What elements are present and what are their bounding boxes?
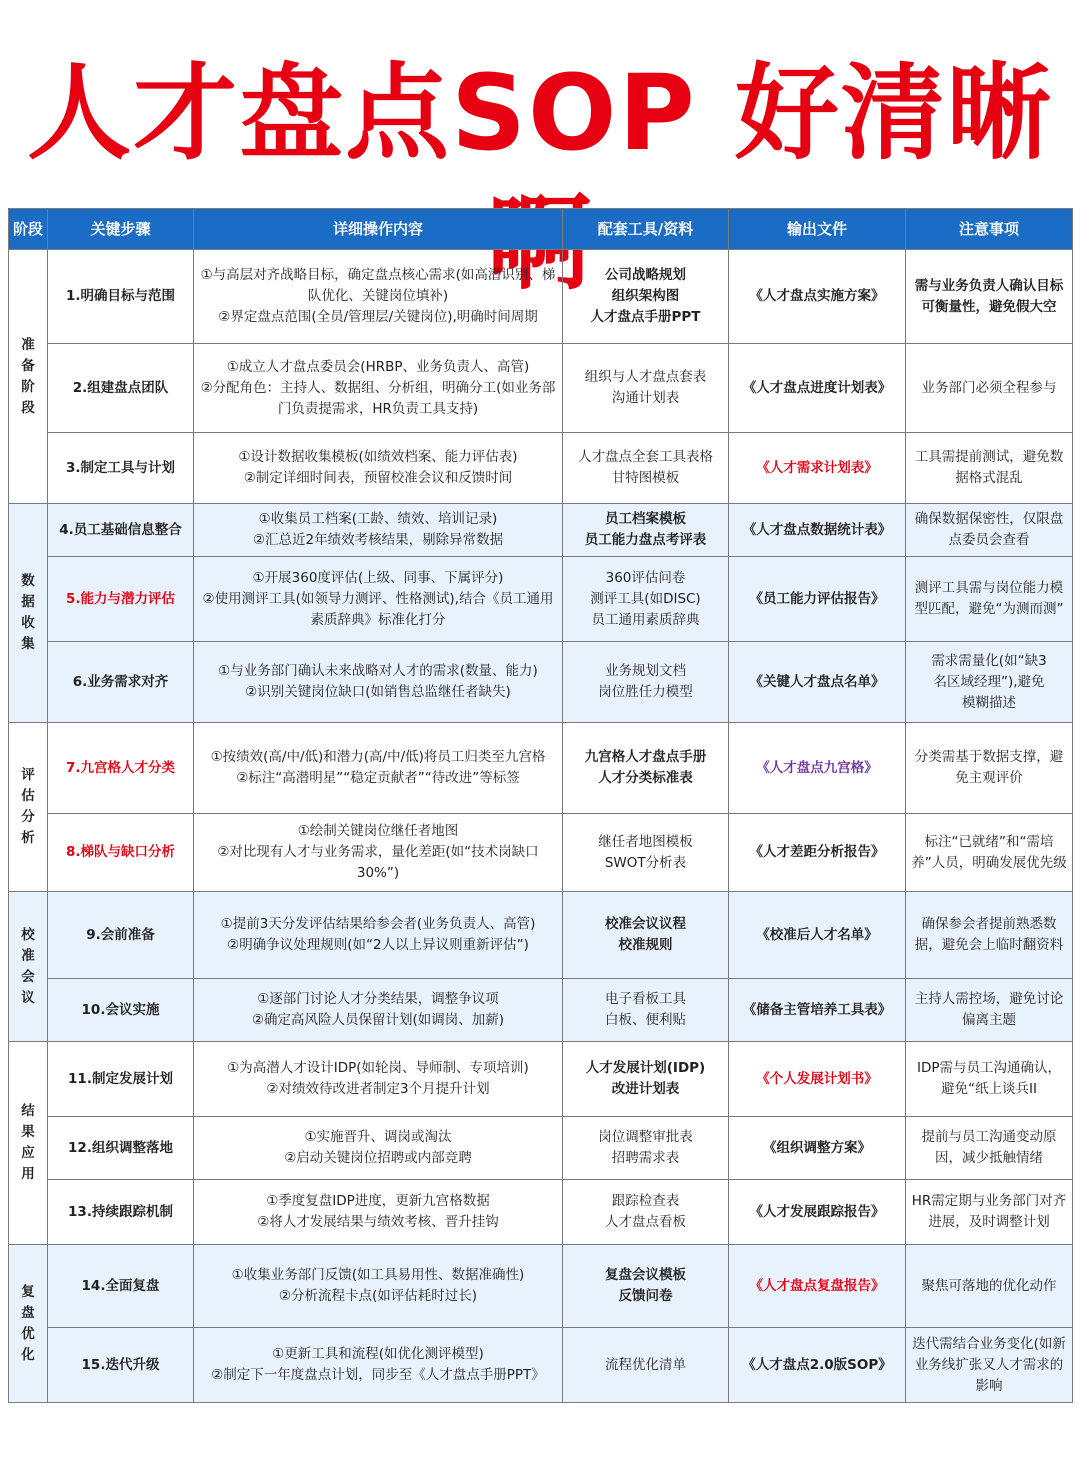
detail-cell (194, 814, 563, 892)
tool-line: 反馈问卷 (618, 1288, 673, 1304)
stage-char: 果 (21, 1124, 35, 1140)
detail-line: ①更新工具和流程(如优化测评模型) (272, 1346, 484, 1362)
tool-line: 业务规划文档 (605, 663, 686, 679)
output-cell: 《人才盘点数据统计表》 (729, 504, 906, 557)
tool-line: 人才分类标准表 (598, 770, 693, 786)
table-row (9, 892, 1073, 979)
tools-cell (563, 979, 729, 1042)
stage-apply (9, 1042, 48, 1245)
table-row (9, 433, 1073, 504)
tool-line: 沟通计划表 (611, 390, 680, 406)
stage-char: 收 (21, 615, 35, 631)
step-cell: 1.明确目标与范围 (48, 250, 194, 344)
stage-char: 据 (21, 594, 35, 610)
detail-line: ②制定下一年度盘点计划，同步至《人才盘点手册PPT》 (211, 1367, 545, 1383)
stage-char: 准 (21, 336, 35, 353)
tools-cell (563, 1042, 729, 1117)
detail-line: ②识别关键岗位缺口(如销售总监继任者缺失) (245, 684, 511, 700)
tools-cell (563, 723, 729, 814)
stage-char: 估 (21, 788, 35, 804)
output-cell: 《人才盘点进度计划表》 (729, 344, 906, 433)
step-cell: 2.组建盘点团队 (48, 344, 194, 433)
stage-char: 用 (21, 1166, 35, 1182)
tool-line: 九宫格人才盘点手册 (584, 749, 707, 765)
notes-cell: 提前与员工沟通变动原因，减少抵触情绪 (906, 1117, 1073, 1180)
tool-line: 人才盘点全套工具表格 (578, 449, 713, 465)
tools-cell (563, 344, 729, 433)
notes-cell: 主持人需控场，避免讨论偏离主题 (906, 979, 1073, 1042)
detail-line: ②将人才发展结果与绩效考核、晋升挂钩 (257, 1214, 499, 1230)
detail-line: ①成立人才盘点委员会(HRBP、业务负责人、高管) (226, 358, 530, 375)
stage-char: 集 (21, 636, 35, 652)
tools-cell (563, 250, 729, 344)
detail-line: ①逐部门讨论人才分类结果，调整争议项 (257, 991, 499, 1007)
tool-line: 白板、便利贴 (605, 1012, 686, 1028)
notes-cell: 确保参会者提前熟悉数据，避免会上临时翻资料 (906, 892, 1073, 979)
output-cell: 《人才盘点2.0版SOP》 (729, 1328, 906, 1403)
output-cell: 《个人发展计划书》 (729, 1042, 906, 1117)
detail-line: ②明确争议处理规则(如“2人以上异议则重新评估”) (227, 937, 529, 953)
note-line: 名区域经理”),避免 (933, 673, 1045, 690)
tool-line: 跟踪检查表 (611, 1193, 680, 1209)
table-row (9, 642, 1073, 723)
step-cell: 11.制定发展计划 (48, 1042, 194, 1117)
note-line: 避免“纸上谈兵II (941, 1081, 1037, 1097)
detail-line: ①绘制关键岗位继任者地图 (297, 823, 459, 839)
detail-line: ②汇总近2年绩效考核结果，剔除异常数据 (252, 532, 504, 548)
detail-cell (194, 1042, 563, 1117)
tool-line: 测评工具(如DISC) (590, 590, 701, 607)
stage-review (9, 1245, 48, 1403)
header-output: 输出文件 (729, 209, 906, 250)
sop-table (8, 208, 1073, 1403)
table-row (9, 504, 1073, 557)
output-cell: 《员工能力评估报告》 (729, 557, 906, 642)
detail-line: ①提前3天分发评估结果给参会者(业务负责人、高管) (220, 916, 536, 932)
detail-line: ①设计数据收集模板(如绩效档案、能力评估表) (238, 449, 518, 465)
notes-cell: 工具需提前测试，避免数据格式混乱 (906, 433, 1073, 504)
notes-cell: 需与业务负责人确认目标可衡量性，避免假大空 (906, 250, 1073, 344)
table-row (9, 723, 1073, 814)
step-cell: 8.梯队与缺口分析 (48, 814, 194, 892)
tools-cell (563, 1180, 729, 1245)
notes-cell: 业务部门必须全程参与 (906, 344, 1073, 433)
tools-cell (563, 892, 729, 979)
table-row (9, 1328, 1073, 1403)
notes-cell: HR需定期与业务部门对齐进展，及时调整计划 (906, 1180, 1073, 1245)
tool-line: 继任者地图模板 (598, 833, 693, 850)
detail-cell (194, 723, 563, 814)
header-detail: 详细操作内容 (194, 209, 563, 250)
tool-line: 电子看板工具 (605, 991, 686, 1007)
tool-line: 招聘需求表 (611, 1150, 680, 1166)
step-cell: 14.全面复盘 (48, 1245, 194, 1328)
table-row (9, 814, 1073, 892)
detail-cell (194, 433, 563, 504)
tool-line: 员工档案模板 (605, 511, 686, 527)
detail-line: ①为高潜人才设计IDP(如轮岗、导师制、专项培训) (227, 1060, 529, 1076)
stage-char: 评 (21, 767, 35, 783)
tools-cell (563, 557, 729, 642)
step-cell: 4.员工基础信息整合 (48, 504, 194, 557)
tool-line: 岗位胜任力模型 (598, 684, 693, 700)
tool-line: 员工能力盘点考评表 (584, 532, 707, 548)
detail-cell (194, 344, 563, 433)
notes-cell (906, 642, 1073, 723)
detail-cell (194, 1117, 563, 1180)
detail-cell (194, 250, 563, 344)
table-row (9, 1180, 1073, 1245)
tool-line: 360评估问卷 (605, 569, 686, 586)
stage-char: 校 (21, 926, 35, 943)
tool-line: 校准规则 (618, 937, 673, 953)
stage-char: 备 (21, 357, 35, 374)
detail-line: ②确定高风险人员保留计划(如调岗、加薪) (251, 1012, 505, 1028)
tool-line: 校准会议议程 (605, 916, 686, 932)
detail-line: ②启动关键岗位招聘或内部竞聘 (284, 1150, 472, 1166)
step-cell: 10.会议实施 (48, 979, 194, 1042)
header-step: 关键步骤 (48, 209, 194, 250)
output-cell: 《组织调整方案》 (729, 1117, 906, 1180)
detail-line: ①收集业务部门反馈(如工具易用性、数据准确性) (231, 1267, 525, 1283)
table-row (9, 1245, 1073, 1328)
detail-line: ①与业务部门确认未来战略对人才的需求(数量、能力) (218, 663, 538, 679)
detail-line: ①季度复盘IDP进度，更新九宫格数据 (266, 1193, 490, 1209)
notes-cell (906, 1042, 1073, 1117)
step-cell: 6.业务需求对齐 (48, 642, 194, 723)
step-cell: 9.会前准备 (48, 892, 194, 979)
output-cell: 《人才盘点九宫格》 (729, 723, 906, 814)
detail-line: ②界定盘点范围(全员/管理层/关键岗位),明确时间周期 (218, 309, 538, 325)
stage-char: 复 (21, 1283, 35, 1300)
step-cell: 13.持续跟踪机制 (48, 1180, 194, 1245)
detail-cell (194, 1245, 563, 1328)
detail-line: ②标注“高潜明星”“稳定贡献者”“待改进”等标签 (236, 770, 520, 786)
output-cell: 《人才盘点复盘报告》 (729, 1245, 906, 1328)
detail-line: ①与高层对齐战略目标，确定盘点核心需求(如高潜识别、梯队优化、关键岗位填补) (200, 267, 556, 304)
stage-collect (9, 504, 48, 723)
stage-char: 盘 (21, 1304, 35, 1321)
header-stage: 阶段 (9, 209, 48, 250)
table-row (9, 250, 1073, 344)
tools-cell (563, 642, 729, 723)
detail-cell (194, 1180, 563, 1245)
output-cell: 《关键人才盘点名单》 (729, 642, 906, 723)
table-row (9, 344, 1073, 433)
output-cell: 《校准后人才名单》 (729, 892, 906, 979)
table-header-row (9, 209, 1073, 250)
table-row (9, 557, 1073, 642)
tool-line: 岗位调整审批表 (598, 1129, 693, 1145)
tools-cell (563, 1328, 729, 1403)
stage-char: 准 (21, 947, 35, 964)
tool-line: 人才发展计划(IDP) (585, 1060, 706, 1076)
notes-cell: 分类需基于数据支撑，避免主观评价 (906, 723, 1073, 814)
stage-prepare (9, 250, 48, 504)
tool-line: 复盘会议模板 (605, 1267, 686, 1283)
note-line: 模糊描述 (962, 694, 1016, 711)
detail-cell (194, 557, 563, 642)
detail-cell (194, 504, 563, 557)
header-notes: 注意事项 (906, 209, 1073, 250)
stage-char: 会 (21, 968, 35, 985)
tool-line: 改进计划表 (611, 1081, 680, 1097)
stage-char: 析 (21, 830, 35, 846)
detail-line: ①按绩效(高/中/低)和潜力(高/中/低)将员工归类至九宫格 (210, 749, 546, 765)
tool-line: 流程优化清单 (605, 1356, 686, 1373)
tool-line: 人才盘点看板 (605, 1214, 686, 1230)
step-cell: 15.迭代升级 (48, 1328, 194, 1403)
note-line: IDP需与员工沟通确认， (916, 1060, 1062, 1076)
detail-line: ①收集员工档案(工龄、绩效、培训记录) (258, 511, 498, 527)
tool-line: 人才盘点手册PPT (590, 309, 701, 325)
notes-cell: 测评工具需与岗位能力模型匹配，避免“为测而测” (906, 557, 1073, 642)
tools-cell (563, 433, 729, 504)
stage-calibrate (9, 892, 48, 1042)
stage-char: 阶 (21, 378, 35, 395)
detail-line: ②分配角色：主持人、数据组、分析组，明确分工(如业务部门负责提需求，HR负责工具支持) (200, 379, 556, 417)
stage-char: 优 (21, 1325, 35, 1342)
tools-cell (563, 814, 729, 892)
tool-line: 公司战略规划 (605, 267, 686, 283)
table-row (9, 1042, 1073, 1117)
tool-line: SWOT分析表 (604, 854, 687, 871)
page-title: 人才盘点SOP 好清晰 (27, 52, 1053, 174)
notes-cell: 聚焦可落地的优化动作 (906, 1245, 1073, 1328)
detail-line: ②对比现有人才与业务需求，量化差距(如“技术岗缺口30%”) (217, 844, 539, 881)
header-tools: 配套工具/资料 (563, 209, 729, 250)
step-cell: 3.制定工具与计划 (48, 433, 194, 504)
stage-char: 结 (21, 1103, 35, 1119)
tool-line: 组织与人才盘点套表 (584, 369, 707, 385)
detail-line: ②制定详细时间表，预留校准会议和反馈时间 (243, 470, 513, 486)
table-row (9, 1117, 1073, 1180)
step-cell: 12.组织调整落地 (48, 1117, 194, 1180)
output-cell: 《人才差距分析报告》 (729, 814, 906, 892)
output-cell: 《人才盘点实施方案》 (729, 250, 906, 344)
detail-line: ②对绩效待改进者制定3个月提升计划 (266, 1081, 490, 1097)
detail-line: ②分析流程卡点(如评估耗时过长) (278, 1288, 478, 1304)
stage-char: 化 (21, 1346, 35, 1363)
detail-cell (194, 1328, 563, 1403)
stage-char: 应 (21, 1145, 35, 1161)
detail-line: ①实施晋升、调岗或淘汰 (304, 1129, 452, 1145)
step-cell: 5.能力与潜力评估 (48, 557, 194, 642)
notes-cell: 确保数据保密性，仅限盘点委员会查看 (906, 504, 1073, 557)
notes-cell: 迭代需结合业务变化(如新业务线扩张叉人才需求的影响 (906, 1328, 1073, 1403)
notes-cell: 标注“已就绪”和“需培养”人员，明确发展优先级 (906, 814, 1073, 892)
output-cell: 《人才发展跟踪报告》 (729, 1180, 906, 1245)
tool-line: 甘特图模板 (611, 470, 680, 486)
stage-char: 段 (21, 399, 35, 416)
detail-line: ①开展360度评估(上级、同事、下属评分) (252, 569, 504, 586)
detail-cell (194, 979, 563, 1042)
output-cell: 《人才需求计划表》 (729, 433, 906, 504)
stage-char: 议 (21, 989, 35, 1006)
detail-line: ②使用测评工具(如领导力测评、性格测试),结合《员工通用素质辞典》标准化打分 (202, 590, 554, 628)
detail-cell (194, 642, 563, 723)
tool-line: 组织架构图 (611, 288, 680, 304)
tools-cell (563, 504, 729, 557)
output-cell: 《储备主管培养工具表》 (729, 979, 906, 1042)
stage-char: 分 (21, 809, 35, 825)
stage-char: 数 (21, 573, 35, 589)
tools-cell (563, 1245, 729, 1328)
note-line: 需求需量化(如“缺3 (931, 652, 1047, 669)
tool-line: 员工通用素质辞典 (591, 611, 700, 628)
detail-cell (194, 892, 563, 979)
table-row (9, 979, 1073, 1042)
tools-cell (563, 1117, 729, 1180)
step-cell: 7.九宫格人才分类 (48, 723, 194, 814)
stage-evaluate (9, 723, 48, 892)
